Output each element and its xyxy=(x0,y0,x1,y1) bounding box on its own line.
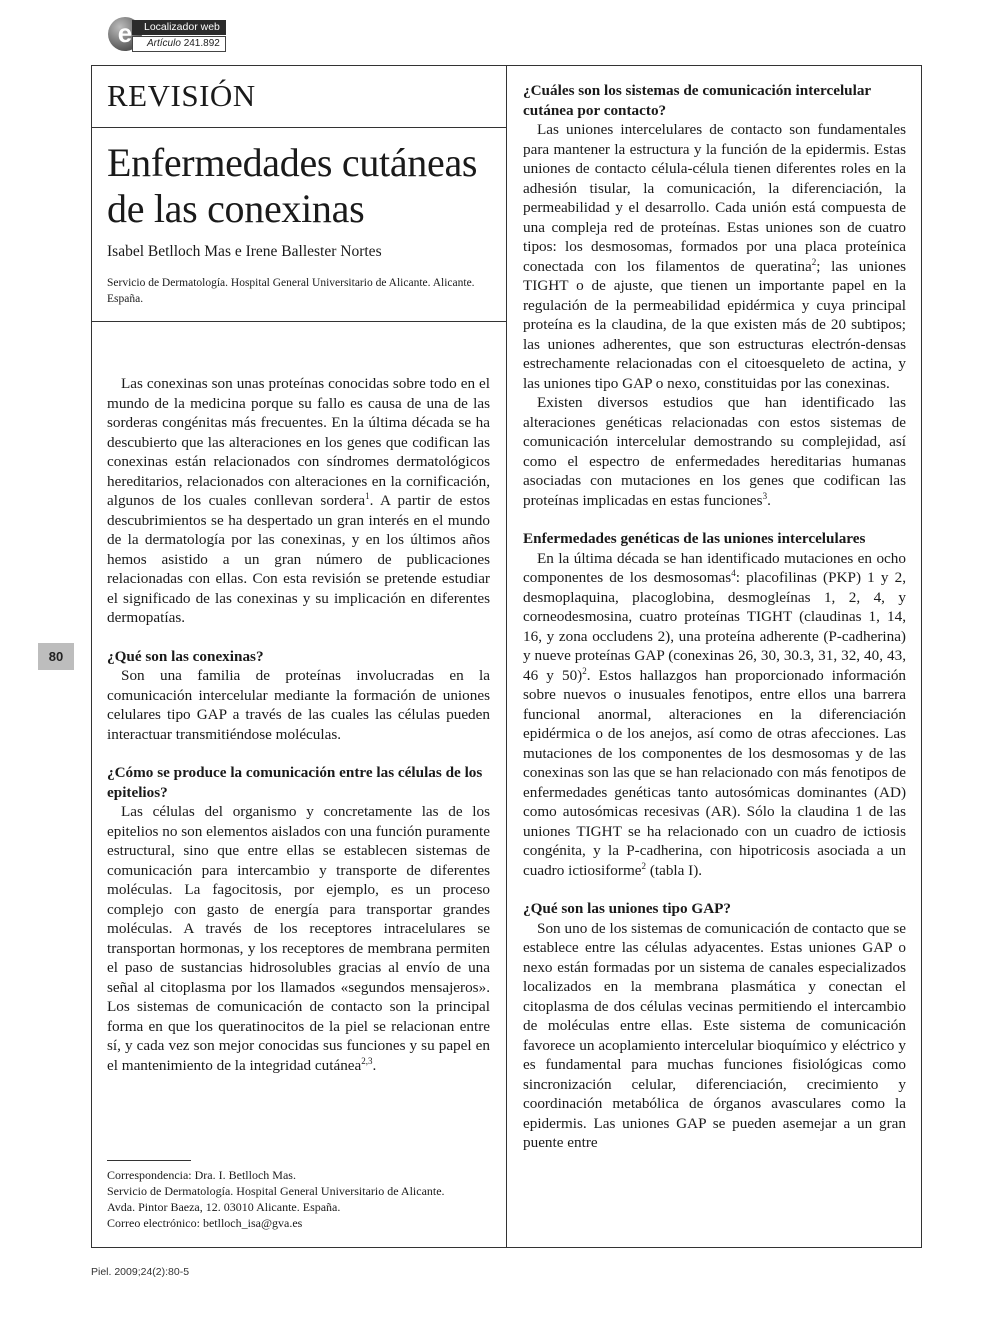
article-number: 241.892 xyxy=(183,38,220,49)
web-locator-badge xyxy=(108,17,226,55)
authors: Isabel Betlloch Mas e Irene Ballester Nortes xyxy=(107,243,382,260)
heading-uniones-gap: ¿Qué son las uniones tipo GAP? xyxy=(523,900,732,917)
title-block-divider xyxy=(91,321,506,322)
paragraph: Son uno de los sistemas de comunicación de contacto que se establece entre las células adyacentes. Estas uniones GAP o nexo están formadas por un sistema de canales especializados localizados en la membrana plasmática y conectan el citoplasma de dos células vecinas permitiendo el intercambio de moléculas entre ellas. Este sistema de comunicación favorece un acoplamiento intercelular bioquímico y eléctrico y es fundamental para muchas funciones fisiológicas como sincronización celular, diferenciación, crecimiento y coordinación metabólica de órganos avasculares como la epidermis. Las uniones GAP se pueden asemejar a un gran puente entre xyxy=(523,919,906,1151)
paragraph: En la última década se han identificado mutaciones en ocho componentes de los desmosomas$^4$: placofilinas (PKP) 1 y 2, desmoplaquina, placoglobina, desmogleínas 1, 2, 4, y corneodesmosina, cuatro proteínas TIGHT (claudinas 1, 14, 16, y zona occludens 2), una proteína adherente (P-cadherina) y nueve proteínas GAP (conexinas 26, 30, 30.3, 31, 32, 40, 43, 46 y 50)$^2$. Estos hallazgos han proporcionado información sobre nuevos o inusuales fenotipos, entre ellos una barrera funcional anormal, alteraciones en la diferenciación epidérmica o de los anejos, así como de otras afecciones. Las mutaciones de los componentes de los desmosomas y de las conexinas son las que se han relacionado con más fenotipos de enfermedades genéticas tanto autosómicas dominantes (AD) como autosómicas recesivas (AR). Sólo la claudina 1 de las uniones TIGHT se ha relacionado con un cuadro de ictiosis congénita, y la P-cadherina, con hipotricosis asociada a un cuadro ictiosiforme$^2$ (tabla I). xyxy=(523,549,907,879)
section-label: REVISIÓN xyxy=(107,78,256,113)
reference: 2 xyxy=(811,256,817,267)
page-number: 80 xyxy=(38,643,74,670)
intro-paragraph: Las conexinas son unas proteínas conocidas sobre todo en el mundo de la medicina porque su fallo es causa de una de las sorderas congénitas más frecuentes. En la última década se ha descubierto que las alteraciones en los genes que codifican las conexinas están relacionados con síndromes dermatológicos hereditarios, relacionados con alteraciones en la cornificación, algunos de los cuales conllevan sordera$^1$. A partir de estos descubrimientos se ha despertado un gran interés en el mundo de la dermatología por las conexinas, y en los últimos años hemos asistido a un gran número de publicaciones relacionadas con ellas. Con esta revisión se pretende estudiar el significado de las conexinas y su implicación en diferentes dermopatías. xyxy=(107,375,490,626)
reference: 2 xyxy=(582,665,587,676)
left-column xyxy=(107,374,490,1075)
locator-title: Localizador web xyxy=(132,20,226,35)
heading-sistemas-comunicacion: ¿Cuáles son los sistemas de comunicación intercelular cutánea por contacto? xyxy=(523,82,871,119)
e-logo-icon: e xyxy=(108,17,142,51)
right-column xyxy=(523,81,906,1153)
paragraph: Son una familia de proteínas involucradas en la comunicación intercelular mediante la formación de uniones celulares tipo GAP a través de las cuales las células pueden interactuar transmitiéndose moléculas. xyxy=(107,667,490,743)
heading-que-son-conexinas: ¿Qué son las conexinas? xyxy=(107,647,264,665)
locator-article xyxy=(132,36,226,52)
correspondence: Correspondencia: Dra. I. Betlloch Mas. Servicio de Dermatología. Hospital General Universitario de Alicante. Avda. Pintor Baeza, 12. 03010 Alicante. España. Correo electrónico: betlloch_isa@gva.es xyxy=(107,1167,497,1231)
reference: 1 xyxy=(365,490,370,501)
email: Correo electrónico: betlloch_isa@gva.es xyxy=(107,1216,303,1230)
header-divider xyxy=(91,127,506,128)
reference: 4 xyxy=(731,567,736,578)
affiliation: Servicio de Dermatología. Hospital General Universitario de Alicante. Alicante. España. xyxy=(107,277,475,305)
reference: 3 xyxy=(762,490,768,501)
heading-enfermedades-geneticas: Enfermedades genéticas de las uniones intercelulares xyxy=(523,530,866,547)
column-divider xyxy=(506,65,507,1248)
paragraph: Las células del organismo y concretamente las de los epitelios no son elementos aislados con una función puramente estructural, sino que entre ellas se establecen sistemas de comunicación para intercambio y transporte de diferentes moléculas. La fagocitosis, por ejemplo, es un proceso complejo con gasto de energía para transportar grandes moléculas. A través de los receptores intracelulares se transportan hormonas, y los receptores de membrana permiten el paso de sustancias hidrosolubles gracias al envío de una señal al citoplasma por los llamados «segundos mensajeros». Los sistemas de comunicación de contacto son la principal forma en que los queratinocitos de la piel se relacionan entre sí, y cada vez son mejor conocidas sus funciones y su papel en el mantenimiento de la integridad cutánea$^{2,3}$. xyxy=(107,803,490,1074)
reference: 2,3 xyxy=(361,1055,373,1066)
paragraph: Existen diversos estudios que han identificado las alteraciones genéticas relacionadas con estos sistemas de comunicación intercelular demostrando su complejidad, así como el espectro de enfermedades hereditarias humanas asociadas con mutaciones en los genes que codifican las proteínas implicadas en estas funciones$^3$. xyxy=(523,394,906,509)
journal-citation: Piel. 2009;24(2):80-5 xyxy=(91,1266,190,1278)
article-label: Artículo xyxy=(147,38,181,49)
article-title: Enfermedades cutáneas de las conexinas xyxy=(107,140,478,231)
reference: 2 xyxy=(641,860,647,871)
paragraph: Las uniones intercelulares de contacto son fundamentales para mantener la estructura y la función de la epidermis. Estas uniones de contacto célula-célula tienen diferentes roles en la adhesión tisular, la comunicación, la diferenciación, la permeabilidad y el desarrollo. Cada unión está compuesta de una compleja red de proteínas. Estas uniones son de cuatro tipos: los desmosomas, formados por una placa proteínica conectada con los filamentos de queratina$^2$; las uniones TIGHT o de ajuste, que tienen un importante papel en la regulación de la permeabilidad epidérmica y cuya principal proteína es la claudina, de la que existen más de 20 subtipos; las uniones adherentes, que son estructuras electrón-densas estrechamente relacionadas con el citoesqueleto de actina, y las uniones tipo GAP o nexo, constituidas por las conexinas. xyxy=(523,121,906,392)
footnote-rule xyxy=(107,1160,191,1161)
heading-comunicacion-epitelios: ¿Cómo se produce la comunicación entre las células de los epitelios? xyxy=(107,764,483,801)
